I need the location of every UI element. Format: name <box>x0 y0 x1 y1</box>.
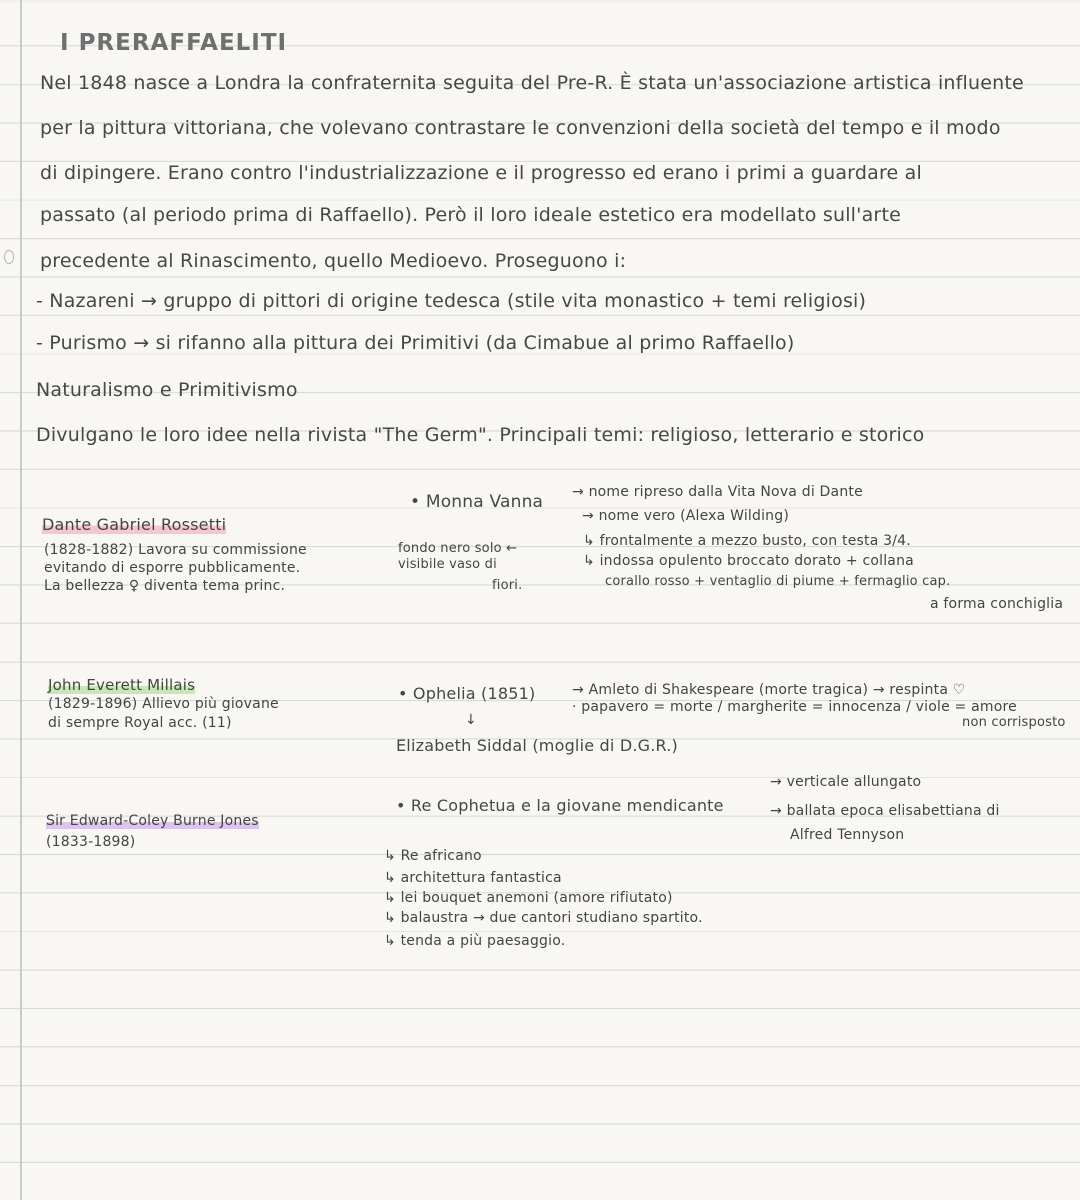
millais-bio-2: di sempre Royal acc. (11) <box>48 715 232 731</box>
millais-note-2: · papavero = morte / margherite = innocenza / viole = amore <box>572 699 1017 715</box>
page-title: I PRERAFFAELITI <box>60 30 288 56</box>
rossetti-name: Dante Gabriel Rossetti <box>42 515 227 534</box>
millais-work-title: • Ophelia (1851) <box>398 684 536 703</box>
intro-line-8: Naturalismo e Primitivismo <box>36 379 298 401</box>
rossetti-bio-1: (1828-1882) Lavora su commissione <box>44 542 307 558</box>
burne-jones-list-4: ↳ balaustra → due cantori studiano spartito. <box>384 910 703 926</box>
intro-line-3: di dipingere. Erano contro l'industrializzazione e il progresso ed erano i primi a guardare al <box>40 162 923 184</box>
rossetti-bio-3: La bellezza ♀ diventa tema princ. <box>44 578 286 594</box>
millais-bio-1: (1829-1896) Allievo più giovane <box>48 696 279 712</box>
burne-jones-note-1: → verticale allungato <box>770 774 922 790</box>
burne-jones-list-2: ↳ architettura fantastica <box>384 870 562 886</box>
burne-jones-bio: (1833-1898) <box>46 834 136 850</box>
burne-jones-name: Sir Edward-Coley Burne Jones <box>46 813 259 829</box>
rossetti-note-4: ↳ indossa opulento broccato dorato + collana <box>583 553 914 569</box>
intro-line-5: precedente al Rinascimento, quello Medioevo. Proseguono i: <box>40 250 627 272</box>
burne-jones-note-3: Alfred Tennyson <box>790 827 905 843</box>
intro-line-4: passato (al periodo prima di Raffaello). Però il loro ideale estetico era modellato sull'arte <box>40 204 901 226</box>
rossetti-note-5: corallo rosso + ventaglio di piume + fermaglio cap. <box>605 574 951 589</box>
intro-line-2: per la pittura vittoriana, che volevano contrastare le convenzioni della società del tempo e il modo <box>40 117 1001 139</box>
rossetti-note-3: ↳ frontalmente a mezzo busto, con testa 3/4. <box>583 533 911 549</box>
margin-line <box>20 0 22 1200</box>
rossetti-bio-2: evitando di esporre pubblicamente. <box>44 560 301 576</box>
rossetti-note-2: → nome vero (Alexa Wilding) <box>582 508 790 524</box>
rossetti-note-6: a forma conchiglia <box>930 596 1064 612</box>
rossetti-work-title: • Monna Vanna <box>410 492 544 512</box>
burne-jones-note-2: → ballata epoca elisabettiana di <box>770 803 1000 819</box>
millais-note-3: non corrisposto <box>962 715 1066 730</box>
intro-line-6: - Nazareni → gruppo di pittori di origine tedesca (stile vita monastico + temi religiosi) <box>36 290 867 312</box>
burne-jones-list-3: ↳ lei bouquet anemoni (amore rifiutato) <box>384 890 673 906</box>
intro-line-1: Nel 1848 nasce a Londra la confraternita seguita del Pre-R. È stata un'associazione artistica influente <box>40 72 1024 94</box>
millais-name: John Everett Millais <box>48 676 196 694</box>
millais-note-1: → Amleto di Shakespeare (morte tragica) → respinta ♡ <box>572 682 966 698</box>
burne-jones-work-title: • Re Cophetua e la giovane mendicante <box>396 796 724 815</box>
rossetti-side-3: fiori. <box>492 578 523 593</box>
rossetti-side-2: visibile vaso di <box>398 557 497 572</box>
burne-jones-list-5: ↳ tenda a più paesaggio. <box>384 933 566 949</box>
rossetti-note-1: → nome ripreso dalla Vita Nova di Dante <box>572 484 863 500</box>
rossetti-side-1: fondo nero solo ← <box>398 541 518 556</box>
burne-jones-list-1: ↳ Re africano <box>384 848 482 864</box>
binder-hole <box>4 250 14 264</box>
millais-model: Elizabeth Siddal (moglie di D.G.R.) <box>396 736 678 755</box>
intro-line-9: Divulgano le loro idee nella rivista "The Germ". Principali temi: religioso, letterario e storico <box>36 424 925 446</box>
intro-line-7: - Purismo → si rifanno alla pittura dei Primitivi (da Cimabue al primo Raffaello) <box>36 332 795 354</box>
millais-arrow: ↓ <box>465 712 477 728</box>
